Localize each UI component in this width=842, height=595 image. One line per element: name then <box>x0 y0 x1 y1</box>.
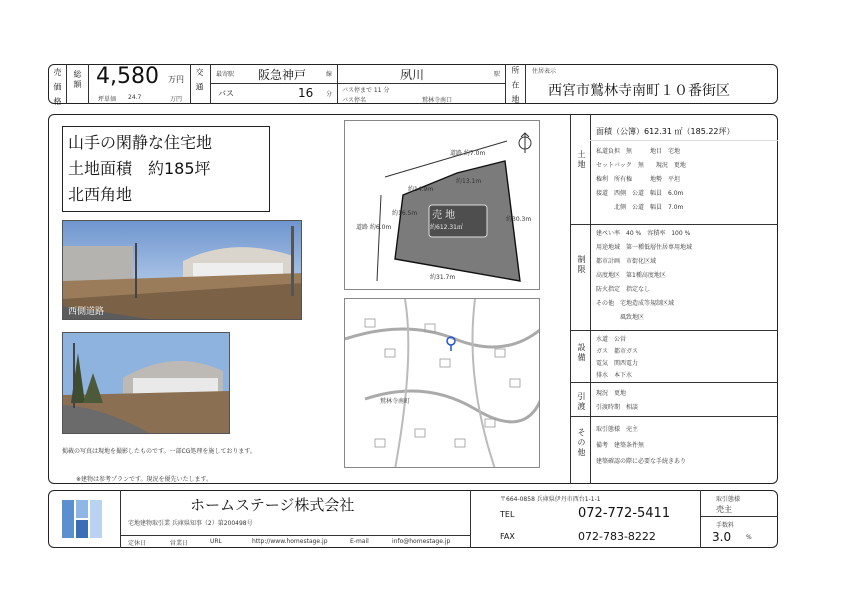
tsubo-unit: 万円 <box>170 96 183 103</box>
plot-diagram <box>344 120 540 290</box>
holiday-label: 定休日 <box>128 540 147 547</box>
company-license: 宅地建物取引業 兵庫県知事（2）第200498号 <box>128 520 253 527</box>
utility-row: 排水 本下水 <box>596 372 633 379</box>
company-url[interactable]: http://www.homestage.jp <box>252 538 328 545</box>
other-row: 備考 建築条件無 <box>596 442 645 449</box>
other-row: 取引態様 売主 <box>596 426 639 433</box>
url-label: URL <box>210 538 222 545</box>
land-row: 接道 西側 公道 幅員 6.0m <box>596 190 684 197</box>
bus-minute-unit: 分 <box>326 91 333 98</box>
side-d-label: 約31.7m <box>430 274 456 281</box>
feature-line-1: 山手の閑静な住宅地 <box>68 133 213 152</box>
transport-label: 交 通 <box>195 68 204 93</box>
spec-section-utility: 設備 <box>577 343 586 363</box>
photo-disclaimer: 掲載の写真は現地を撮影したものです。一部CG処理を施しております。 <box>62 448 256 455</box>
bus-label: バス <box>218 89 234 98</box>
side-a-label: 約13.1m <box>456 178 482 185</box>
map-area-label: 鷲林寺南町 <box>380 398 411 405</box>
tel-label: TEL <box>500 510 515 519</box>
legal-row: その他 宅地造成等規制区域 <box>596 300 675 307</box>
legal-row: 風致地区 <box>596 314 645 321</box>
utility-row: 電気 関西電力 <box>596 360 639 367</box>
fax-number: 072-783-8222 <box>578 530 656 543</box>
land-row: セットバック 無 現況 更地 <box>596 162 686 169</box>
land-row: 北側 公道 幅員 7.0m <box>596 204 684 211</box>
legal-row: 防火指定 指定なし <box>596 286 651 293</box>
company-address: 〒664-0858 兵庫県伊丹市西台1-1-1 <box>500 496 601 503</box>
feature-line-3: 北西角地 <box>68 185 133 204</box>
deal-type: 売主 <box>716 505 732 514</box>
photo-caption-west-road: 西側道路 <box>68 307 105 317</box>
line-suffix: 線 <box>326 71 333 78</box>
land-row: 権利 所有権 地勢 平坦 <box>596 176 681 183</box>
side-b-label: 約14.9m <box>408 186 434 193</box>
tel-number[interactable]: 072-772-5411 <box>578 506 671 521</box>
price-vertical-label: 売 価 格 <box>53 68 62 108</box>
company-name: ホームステージ株式会社 <box>190 496 355 514</box>
side-c-label: 約16.5m <box>392 210 418 217</box>
delivery-row: 現況 更地 <box>596 390 627 397</box>
business-label: 営業日 <box>170 540 189 547</box>
email-label: E-mail <box>350 538 369 545</box>
land-row: 私道負担 無 地目 宅地 <box>596 148 681 155</box>
road-north-label: 道路 約7.0m <box>450 150 486 157</box>
bus-minutes: 16 <box>298 86 314 100</box>
address-note: 住居表示 <box>532 68 557 75</box>
feature-line-2: 土地面積 約185坪 <box>68 159 211 178</box>
tsubo-label: 坪単価 <box>98 96 117 103</box>
busstop-name: 鷲林寺南口 <box>422 97 453 104</box>
price-value: 4,580 <box>96 64 159 89</box>
tsubo-price: 24.7 <box>128 94 142 101</box>
station-suffix: 駅 <box>494 71 501 78</box>
road-west-label: 道路 約6.0m <box>356 224 392 231</box>
line-name: 阪急神戸 <box>258 68 307 82</box>
address: 西宮市鷲林寺南町１０番街区 <box>548 83 730 99</box>
legal-row: 用途地域 第一種低層住居専用地域 <box>596 244 693 251</box>
total-price-vertical: 総額 <box>73 70 82 90</box>
plot-area-label: 約612.31㎡ <box>430 224 463 231</box>
site-photo-street <box>62 332 230 434</box>
utility-row: 水道 公営 <box>596 336 627 343</box>
legal-row: 都市計画 市街化区域 <box>596 258 657 265</box>
line-label: 最寄駅 <box>216 71 235 78</box>
spec-section-legal: 制限 <box>577 255 586 275</box>
location-map <box>344 298 540 468</box>
price-unit: 万円 <box>168 75 184 84</box>
location-label: 所 在 地 <box>511 66 520 106</box>
spec-section-other: その他 <box>577 428 586 458</box>
fax-label: FAX <box>500 532 515 541</box>
legal-row: 高度地区 第1種高度地区 <box>596 272 666 279</box>
deal-type-label: 取引態様 <box>716 496 741 503</box>
walk-to-busstop: バス停まで 11 分 <box>342 87 390 94</box>
spec-section-land: 土地 <box>577 150 586 170</box>
utility-row: ガス 都市ガス <box>596 348 639 355</box>
land-area: 面積（公簿）612.31 ㎡（185.22坪） <box>596 127 735 136</box>
fee-value: 3.0 <box>712 530 732 544</box>
station-name: 夙川 <box>400 68 425 82</box>
photo-footnote: ※建物は参考プランです。現況を優先いたします。 <box>76 476 213 483</box>
other-row: 建築確認の際に必要な手続きあり <box>596 458 687 465</box>
legal-row: 建ぺい率 40 % 容積率 100 % <box>596 230 691 237</box>
company-logo <box>60 496 108 542</box>
company-email[interactable]: info@homestage.jp <box>392 538 451 545</box>
plot-sale-label: 売 地 <box>432 210 456 221</box>
spec-section-delivery: 引渡 <box>577 392 586 412</box>
fee-unit: % <box>746 534 752 541</box>
busstop-label: バス停名 <box>342 97 367 104</box>
side-e-label: 約30.3m <box>506 216 532 223</box>
fee-label: 手数料 <box>716 522 735 529</box>
delivery-row: 引渡時期 相談 <box>596 404 639 411</box>
